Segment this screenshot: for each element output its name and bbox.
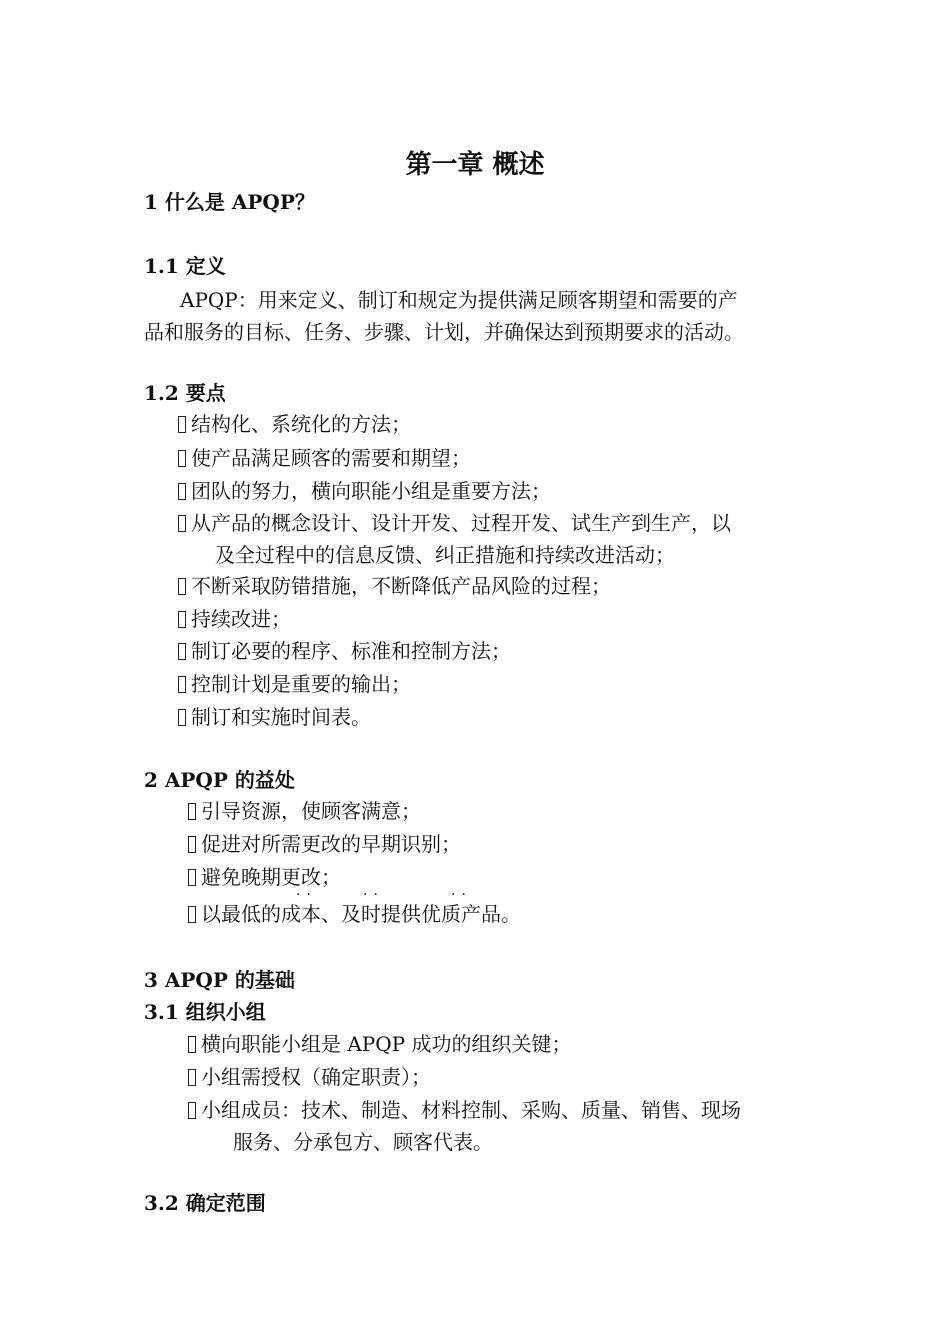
list-item: 避免晚期更改； bbox=[188, 864, 341, 890]
definition-paragraph-line-2: 品和服务的目标、任务、步骤、计划，并确保达到预期要求的活动。 bbox=[144, 320, 744, 344]
section-1-2-heading: 1.2 要点 bbox=[144, 381, 226, 405]
bullet-icon bbox=[178, 483, 186, 500]
bullet-icon bbox=[178, 709, 186, 726]
bullet-icon bbox=[188, 1036, 196, 1053]
bullet-icon bbox=[178, 643, 186, 660]
section-3-1-heading: 3.1 组织小组 bbox=[144, 1000, 266, 1024]
bullet-icon bbox=[188, 836, 196, 853]
list-item: 使产品满足顾客的需要和期望； bbox=[178, 445, 471, 471]
list-item: 引导资源，使顾客满意； bbox=[188, 798, 421, 824]
bullet-icon bbox=[188, 906, 196, 923]
list-item: 横向职能小组是 APQP 成功的组织关键； bbox=[188, 1031, 571, 1057]
list-item: 制订必要的程序、标准和控制方法； bbox=[178, 638, 511, 664]
chapter-title: 第一章 概述 bbox=[405, 150, 545, 180]
list-item: 结构化、系统化的方法； bbox=[178, 411, 411, 437]
list-item-continuation: 服务、分承包方、顾客代表。 bbox=[233, 1130, 493, 1154]
section-1-heading: 1 什么是 APQP？ bbox=[144, 190, 315, 214]
list-item-continuation: 及全过程中的信息反馈、纠正措施和持续改进活动； bbox=[215, 543, 675, 567]
list-item: 制订和实施时间表。 bbox=[178, 704, 371, 730]
bullet-icon bbox=[178, 676, 186, 693]
list-item: 小组成员：技术、制造、材料控制、采购、质量、销售、现场 bbox=[188, 1097, 741, 1123]
emphasis-dots: ·· bbox=[451, 887, 472, 903]
section-3-heading: 3 APQP 的基础 bbox=[144, 968, 295, 992]
bullet-icon bbox=[178, 450, 186, 467]
section-3-2-heading: 3.2 确定范围 bbox=[144, 1191, 266, 1215]
bullet-icon bbox=[188, 1069, 196, 1086]
bullet-icon bbox=[188, 869, 196, 886]
bullet-icon bbox=[178, 416, 186, 433]
bullet-icon bbox=[178, 578, 186, 595]
emphasis-dots: ·· bbox=[363, 887, 384, 903]
list-item: 小组需授权（确定职责）； bbox=[188, 1064, 431, 1090]
list-item: 促进对所需更改的早期识别； bbox=[188, 831, 461, 857]
bullet-icon bbox=[178, 611, 186, 628]
list-item: 持续改进； bbox=[178, 606, 291, 632]
list-item: 团队的努力，横向职能小组是重要方法； bbox=[178, 478, 551, 504]
section-2-heading: 2 APQP 的益处 bbox=[144, 768, 295, 792]
definition-paragraph-line-1: APQP：用来定义、制订和规定为提供满足顾客期望和需要的产 bbox=[180, 288, 738, 312]
list-item: 不断采取防错措施，不断降低产品风险的过程； bbox=[178, 573, 611, 599]
emphasis-dots: ·· bbox=[296, 887, 317, 903]
bullet-icon bbox=[188, 1102, 196, 1119]
list-item: 以最低的成本、及时提供优质产品。 bbox=[188, 901, 521, 927]
list-item: 控制计划是重要的输出； bbox=[178, 671, 411, 697]
list-item: 从产品的概念设计、设计开发、过程开发、试生产到生产，以 bbox=[178, 510, 731, 536]
section-1-1-heading: 1.1 定义 bbox=[144, 254, 226, 278]
bullet-icon bbox=[178, 515, 186, 532]
bullet-icon bbox=[188, 803, 196, 820]
